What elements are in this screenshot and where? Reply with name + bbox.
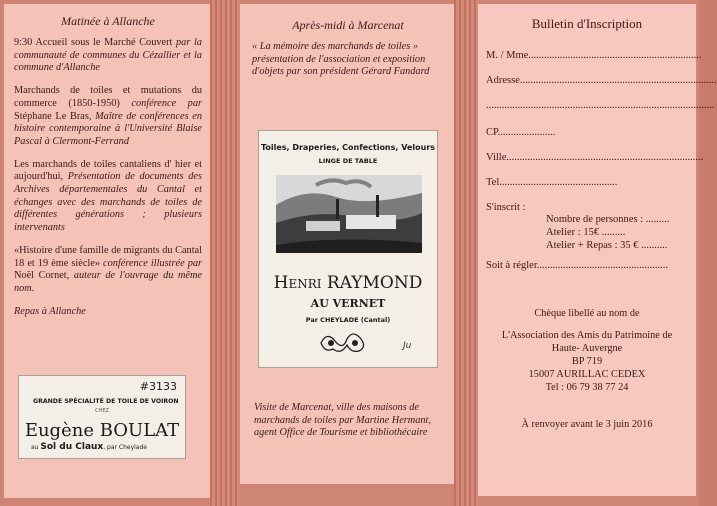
ad-raymond-line1: Toiles, Draperies, Confections, Velours	[260, 143, 436, 152]
payment-field[interactable]: Soit à régler..................................................	[486, 260, 668, 271]
panel-bulletin	[478, 4, 717, 496]
panel-title-matinee: Matinée à Allanche	[61, 14, 155, 28]
ad-raymond-image	[258, 130, 438, 368]
fold-strip-right	[454, 0, 478, 506]
fold-strip-left	[210, 0, 240, 506]
association-name: L'Association des Amis du Patrimoine de Haute- Auvergne	[501, 330, 673, 354]
program-accueil: 9:30 Accueil sous le Marché Couvert par la communauté de communes du Cézallier et la commune d'Allanche	[14, 37, 202, 74]
ad-boulat-line2: CHEZ	[95, 408, 109, 414]
factory-engraving	[276, 175, 422, 253]
ad-boulat-number: #3133	[139, 380, 177, 393]
ad-raymond-signature: Ju	[403, 341, 412, 351]
program-repas: Repas à Allanche	[14, 305, 86, 317]
signup-block	[486, 202, 688, 252]
association-tel: Tel : 06 79 38 77 24	[545, 382, 629, 393]
cheque-label: Chèque libellé au nom de	[534, 308, 640, 319]
ad-boulat-name: Eugène BOULAT	[24, 420, 180, 441]
program-marchands-cantaliens: Les marchands de toiles cantaliens d' hier et aujourd'hui, Présentation de documents des Archives départementales du Cantal et échanges avec des marchands de toiles de différentes générations ; plusieurs intervenants	[14, 158, 202, 234]
ad-raymond-line2: LINGE DE TABLE	[318, 157, 378, 165]
program-visite-marcenat: Visite de Marcenat, ville des maisons de marchands de toiles par Martine Hermant, agent Office de Tourisme et bibliothécaire	[254, 402, 431, 439]
ad-raymond-place: AU VERNET	[310, 297, 386, 310]
ad-raymond-locality: Par CHEYLADE (Cantal)	[305, 316, 391, 324]
signup-label: S'inscrit :	[486, 202, 526, 213]
panel-title-bulletin: Bulletin d'Inscription	[531, 16, 643, 31]
ad-boulat-location: au Sol du Claux, par Cheylade	[31, 442, 147, 452]
ornament-icon	[317, 329, 369, 355]
address-line2-field[interactable]: .......................................................................................	[486, 100, 715, 111]
tel-field[interactable]: Tel.............................................	[486, 177, 618, 188]
program-conference-cornet: «Histoire d'une famille de migrants du Cantal 18 et 19 ème siècle» conférence illustrée par Noël Cornet, auteur de l'ouvrage du même nom.	[14, 244, 203, 294]
atelier-repas-field[interactable]: Atelier + Repas : 35 € ..........	[546, 240, 668, 251]
cp-field[interactable]: CP......................	[486, 127, 556, 138]
ad-raymond-name: Henri RAYMOND	[273, 273, 423, 293]
atelier-field[interactable]: Atelier : 15€ .........	[546, 227, 626, 238]
ad-boulat-image	[18, 375, 186, 459]
ad-boulat-line1: GRANDE SPÉCIALITÉ DE TOILE DE VOIRON	[33, 398, 179, 405]
address-field[interactable]: Adresse...........................................................................	[486, 75, 717, 86]
program-conference-lebras: Marchands de toiles et mutations du commerce (1850-1950) conférence par Stéphane Le Bras, Maître de conférences en histoire contemporaine à l'Université Blaise Pascal à Clermont-Ferrand	[14, 85, 202, 147]
panel-title-apres-midi: Après-midi à Marcenat	[292, 18, 404, 32]
persons-field[interactable]: Nombre de personnes : .........	[546, 214, 670, 225]
city-field[interactable]: Ville...........................................................................	[486, 152, 704, 163]
association-city: 15007 AURILLAC CEDEX	[528, 369, 646, 380]
name-field[interactable]: M. / Mme..................................................................	[486, 50, 702, 61]
program-memoire: « La mémoire des marchands de toiles » présentation de l'association et exposition d'objets par son président Gérard Fandard	[252, 41, 430, 78]
association-bp: BP 719	[571, 356, 603, 367]
return-deadline: À renvoyer avant le 3 juin 2016	[521, 419, 653, 430]
